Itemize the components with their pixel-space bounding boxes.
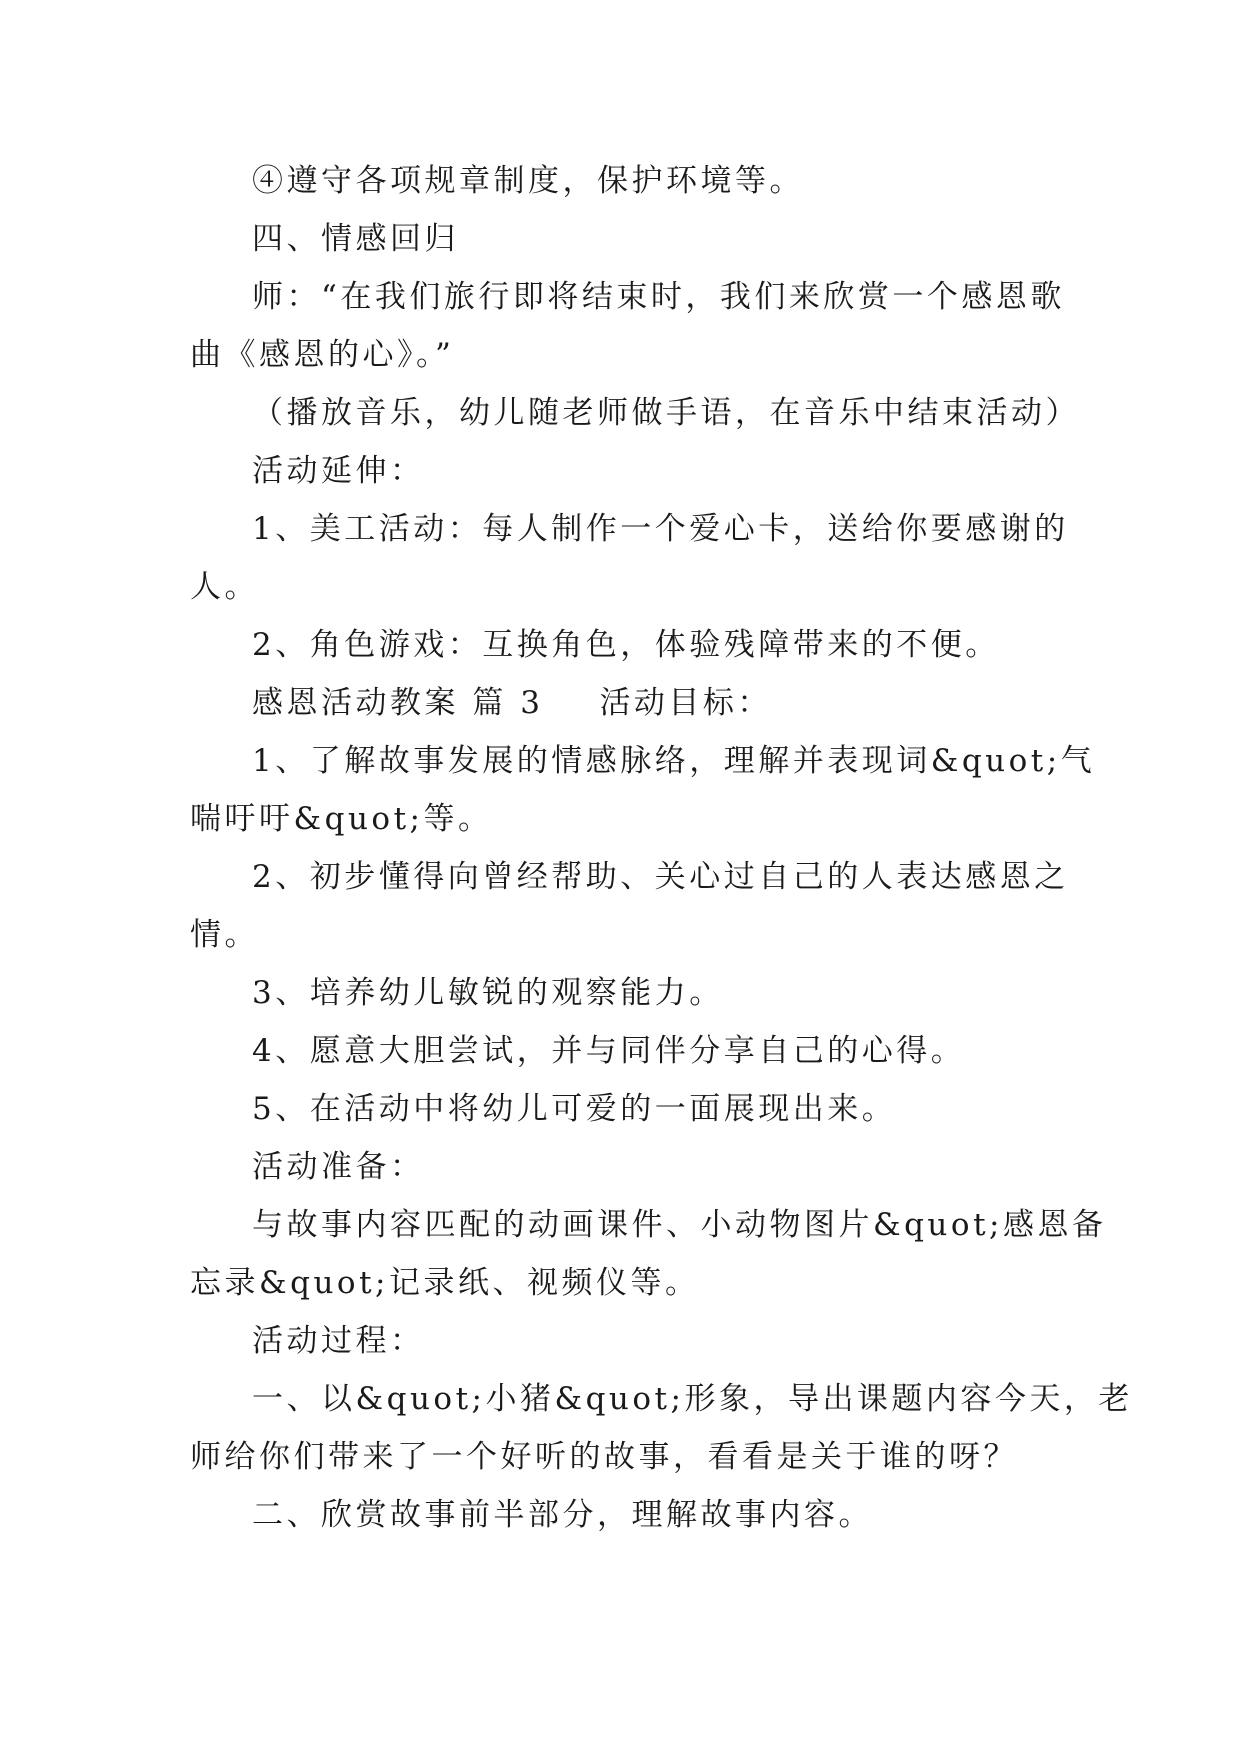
paragraph-line: 一、以&quot;小猪&quot;形象，导出课题内容今天，老	[252, 1381, 1133, 1417]
paragraph-rule-item: ④遵守各项规章制度，保护环境等。	[252, 163, 804, 199]
document-page	[190, 152, 1133, 1544]
paragraph-line: 情。	[190, 917, 259, 953]
paragraph-line: 忘录&quot;记录纸、视频仪等。	[190, 1265, 700, 1301]
paragraph-line: 1、美工活动：每人制作一个爱心卡，送给你要感谢的	[252, 511, 1069, 547]
lesson-goals-label: 活动目标：	[599, 685, 772, 721]
paragraph-music-note: （播放音乐，幼儿随老师做手语，在音乐中结束活动）	[252, 395, 1080, 431]
paragraph-line: 人。	[190, 569, 259, 605]
paragraph-teacher-quote	[190, 268, 1065, 384]
paragraph-preparation	[190, 1196, 1107, 1312]
paragraph-extension-1	[190, 500, 1069, 616]
lesson-title: 感恩活动教案 篇 3	[252, 685, 544, 721]
paragraph-goal-4: 4、愿意大胆尝试，并与同伴分享自己的心得。	[252, 1033, 966, 1069]
paragraph-goal-2	[190, 848, 1069, 964]
section-heading-lesson-3	[190, 674, 1060, 732]
section-heading-emotion-return: 四、情感回归	[252, 221, 459, 257]
paragraph-goal-3: 3、培养幼儿敏锐的观察能力。	[252, 975, 724, 1011]
paragraph-goal-1	[190, 732, 1096, 848]
paragraph-line: 曲《感恩的心》。”	[190, 337, 455, 373]
paragraph-process-2: 二、欣赏故事前半部分，理解故事内容。	[252, 1497, 873, 1533]
paragraph-line: 师：“在我们旅行即将结束时，我们来欣赏一个感恩歌	[252, 279, 1065, 315]
section-heading-preparation: 活动准备：	[252, 1149, 425, 1185]
paragraph-process-1	[190, 1370, 1133, 1486]
paragraph-goal-5: 5、在活动中将幼儿可爱的一面展现出来。	[252, 1091, 897, 1127]
section-heading-process: 活动过程：	[252, 1323, 425, 1359]
paragraph-line: 师给你们带来了一个好听的故事，看看是关于谁的呀？	[190, 1439, 1018, 1475]
paragraph-extension-2: 2、角色游戏：互换角色，体验残障带来的不便。	[252, 627, 1000, 663]
paragraph-line: 2、初步懂得向曾经帮助、关心过自己的人表达感恩之	[252, 859, 1069, 895]
paragraph-line: 喘吁吁&quot;等。	[190, 801, 493, 837]
section-heading-extension: 活动延伸：	[252, 453, 425, 489]
paragraph-line: 1、了解故事发展的情感脉络，理解并表现词&quot;气	[252, 743, 1096, 779]
paragraph-line: 与故事内容匹配的动画课件、小动物图片&quot;感恩备	[252, 1207, 1107, 1243]
